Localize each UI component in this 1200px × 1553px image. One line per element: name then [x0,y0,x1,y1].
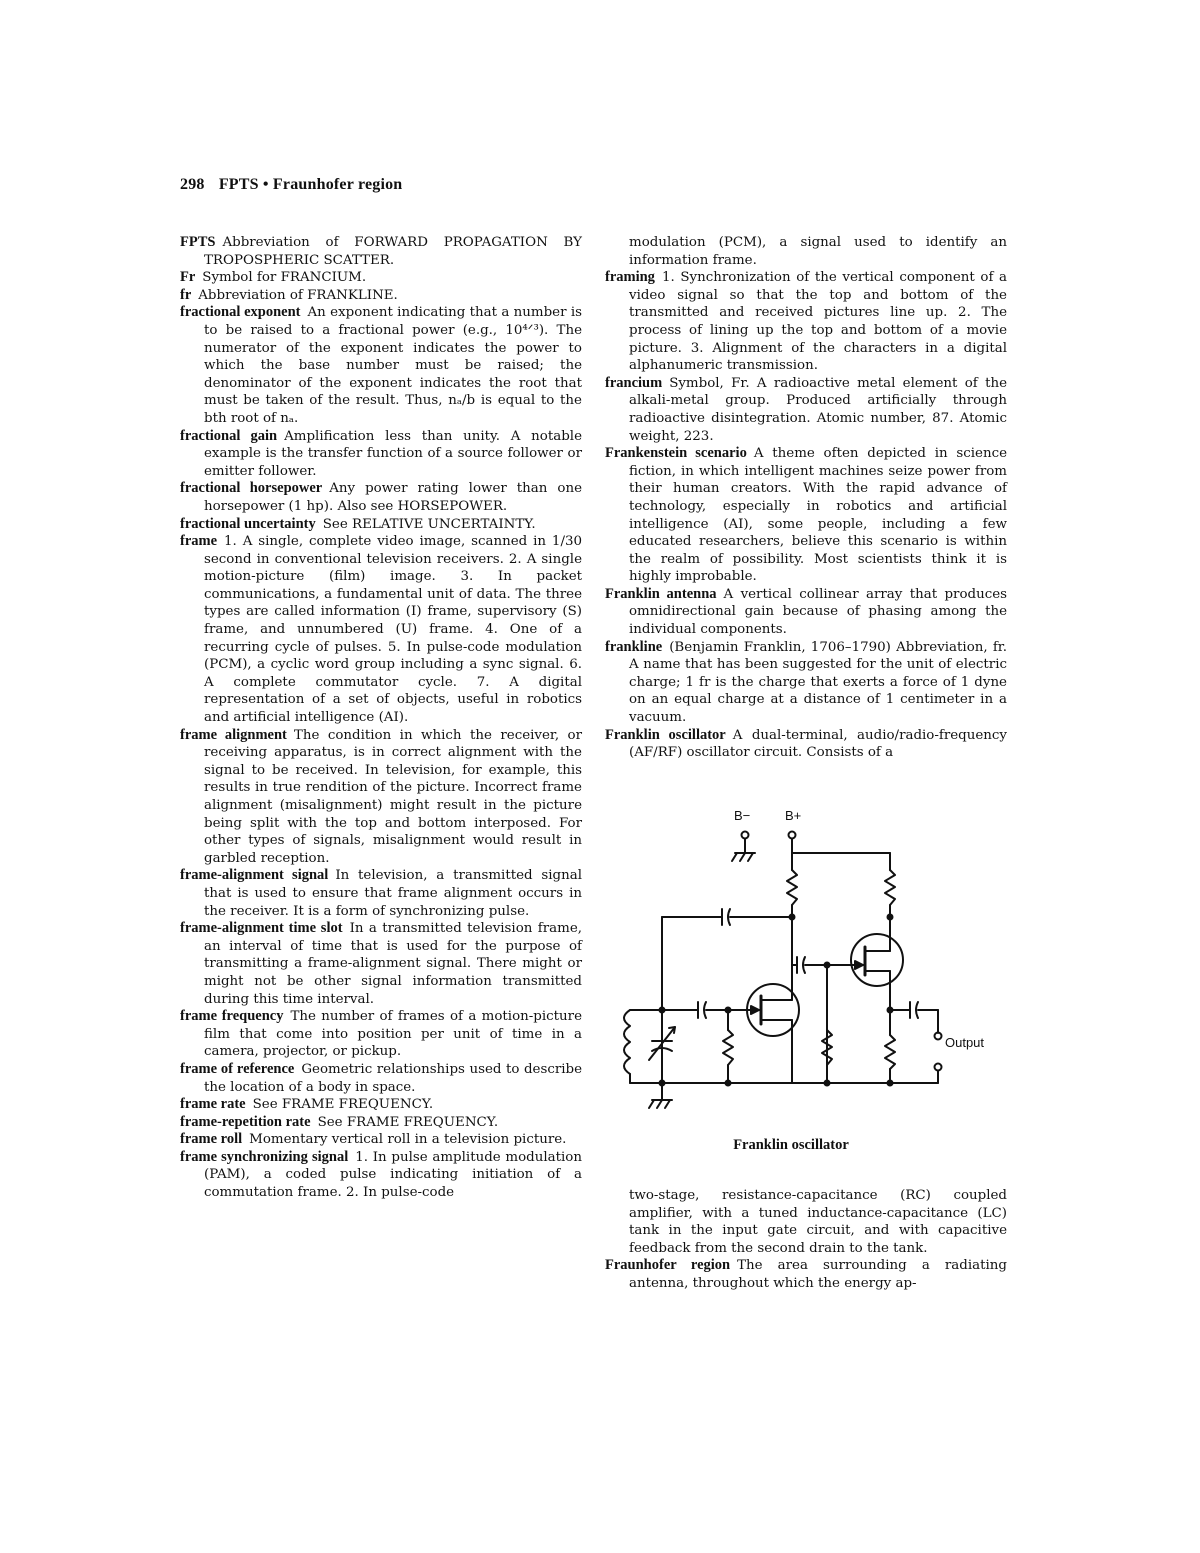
entry-frame-of-reference [180,1061,582,1096]
definition: A theme often depicted in science fiction, in which intelligent machines seize power from their human creators. With the rapid advance of technology, especially in robotics and artificial intelligence (AI), some people, including a few educated researchers, believe this scenario is within the realm of possibility. Most scientists think it is highly improbable. [629,446,1008,585]
definition: Abbreviation of FRANKLINE. [198,287,398,303]
entry-continuation [605,234,1007,269]
definition: Any power rating lower than one horsepower (1 hp). Also see HORSEPOWER. [204,481,582,514]
definition: (Benjamin Franklin, 1706–1790) Abbreviation, fr. A name that has been suggested for the unit of electric charge; 1 fr is the charge that exerts a force of 1 dyne on an equal charge at a distance of 1 centimeter in a vacuum. [629,639,1007,726]
headword: fractional horsepower [180,480,323,497]
definition: An exponent indicating that a number is to be raised to a fractional power (e.g., 10⁴ᐟ³). The numerator of the exponent indicates the power to which the base number must be raised; the denominator of the exponent indicates the root that must be taken of the result. Thus, nₐ/b is equal to the bth root of nₐ. [204,305,583,426]
headword: fractional gain [180,427,278,444]
definition: See FRAME FREQUENCY. [317,1114,499,1130]
headword: frame roll [180,1131,243,1148]
definition: The condition in which the receiver, or receiving apparatus, is in correct alignment with the signal to be received. In television, for example, this results in true rendition of the picture. Incorrect frame alignment (misalignment) might result in the picture being split with the top and bottom interposed. For other types of signals, misalignment would result in garbled reception. [204,727,582,866]
headword: fractional uncertainty [180,515,316,532]
bplus-terminal [789,832,796,839]
definition: Abbreviation of FORWARD PROPAGATION BY TROPOSPHERIC SCATTER. [204,235,582,268]
headword: Franklin oscillator [605,726,726,743]
definition: modulation (PCM), a signal used to identify an information frame. [629,235,1007,268]
definition: A vertical collinear array that produces omnidirectional gain because of phasing among the individual components. [629,586,1007,638]
output-terminal-bottom [935,1064,942,1071]
definition: 1. In pulse amplitude modulation (PAM), a coded pulse indicating initiation of a commutation frame. 2. In pulse-code [204,1149,582,1201]
entry-franklin-antenna [605,586,1007,639]
headword: frame rate [180,1096,246,1113]
definition: A dual-terminal, audio/radio-frequency (AF/RF) oscillator circuit. Consists of a [629,727,1007,761]
headword: Fraunhofer region [605,1257,731,1274]
definition: The area surrounding a radiating antenna, throughout which the energy ap- [629,1258,1007,1291]
gate-resistor [723,1030,733,1065]
definition: Symbol for FRANCIUM. [202,270,367,286]
headword: frame [180,533,218,550]
headword: fractional exponent [180,304,301,321]
headword: frame-alignment time slot [180,920,343,937]
headword: Fr [180,269,196,286]
entry-francium [605,375,1007,445]
entry-frame-repetition-rate [180,1114,582,1132]
entry-fpts [180,234,582,269]
left-column [180,234,582,1202]
bminus-terminal [742,832,749,839]
source-resistor-2 [885,1035,895,1069]
tank-inductor [624,1010,630,1074]
entry-frame-rate [180,1096,582,1114]
bplus-label: B+ [785,808,802,823]
right-column-lower [605,1187,1007,1293]
entry-fractional-exponent [180,304,582,427]
headword: framing [605,269,655,286]
entry-frame-roll [180,1131,582,1149]
headword: FPTS [180,234,216,250]
definition: two-stage, resistance-capacitance (RC) coupled amplifier, with a tuned inductance-capacitance (LC) tank in the input gate circuit, and with capacitive feedback from the second drain to the tank. [629,1188,1007,1256]
entry-frankenstein-scenario [605,445,1007,586]
entry-frankline [605,639,1007,727]
drain-resistor-2 [885,870,895,905]
definition: Momentary vertical roll in a television picture. [249,1132,567,1148]
headword: Frankenstein scenario [605,445,747,462]
headword: frame frequency [180,1008,284,1025]
entry-frame-alignment [180,727,582,868]
entry-franklin-oscillator [605,727,1007,762]
running-header [180,176,402,194]
headword: frame of reference [180,1060,295,1077]
entry-fr-abbrev [180,287,582,305]
entry-frame [180,533,582,727]
bminus-label: B− [734,808,751,823]
headword: francium [605,374,663,391]
entry-fractional-horsepower [180,480,582,515]
figure-caption: Franklin oscillator [733,1137,849,1153]
entry-fraunhofer-region [605,1257,1007,1292]
definition: The number of frames of a motion-picture film that come into position per unit of time in a camera, projector, or pickup. [204,1009,582,1060]
entry-fractional-gain [180,428,582,481]
entry-frame-alignment-signal [180,867,582,920]
entry-framing [605,269,1007,375]
output-label: Output [945,1035,985,1050]
headword: frankline [605,638,663,655]
headword: frame alignment [180,726,287,743]
definition: Amplification less than unity. A notable example is the transfer function of a source follower or emitter follower. [204,428,582,479]
drain-resistor-1 [787,870,797,905]
entry-frame-frequency [180,1008,582,1061]
right-column [605,234,1007,762]
entry-fr-symbol [180,269,582,287]
headword: frame synchronizing signal [180,1148,349,1165]
circuit-schematic [605,795,1007,1135]
entry-franklin-oscillator-continued [605,1187,1007,1257]
definition: 1. Synchronization of the vertical component of a video signal so that the top and bottom of the transmitted and received pictures line up. 2. The process of lining up the top and bottom of a movie picture. 3. Alignment of the characters in a digital alphanumeric transmission. [629,270,1007,374]
jfet-q2 [851,934,903,986]
definition: 1. A single, complete video image, scanned in 1/30 second in conventional television receivers. 2. A single motion-picture (film) image. 3. In packet communications, a fundamental unit of data. The three types are called information (I) frame, supervisory (S) frame, and unnumbered (U) frame. 4. One of a recurring cycle of pulses. 5. In pulse-code modulation (PCM), a cyclic word group including a sync signal. 6. A complete commutator cycle. 7. A digital representation of a set of objects, useful in robotics and artificial intelligence (AI). [204,534,582,726]
definition: Geometric relationships used to describe the location of a body in space. [204,1061,583,1095]
entry-frame-synchronizing-signal [180,1149,582,1202]
franklin-oscillator-figure [605,795,1007,1165]
running-title: FPTS • Fraunhofer region [218,176,403,193]
entry-frame-alignment-time-slot [180,920,582,1008]
entry-fractional-uncertainty [180,516,582,534]
definition: In television, a transmitted signal that is used to ensure that frame alignment occurs in the receiver. It is a form of synchronizing pulse. [204,868,583,919]
definition: Symbol, Fr. A radioactive metal element of the alkali-metal group. Produced artificially through radioactive disintegration. Atomic number, 87. Atomic weight, 223. [629,375,1007,444]
headword: frame-alignment signal [180,867,329,884]
definition: See RELATIVE UNCERTAINTY. [322,516,536,532]
page-number: 298 [180,176,205,193]
definition: See FRAME FREQUENCY. [252,1097,434,1113]
definition: In a transmitted television frame, an interval of time that is used for the purpose of transmitting a frame-alignment signal. There might or might not be other signal information transmitted during this time interval. [204,921,582,1007]
headword: Franklin antenna [605,585,717,602]
headword: frame-repetition rate [180,1113,311,1130]
headword: fr [180,286,192,303]
